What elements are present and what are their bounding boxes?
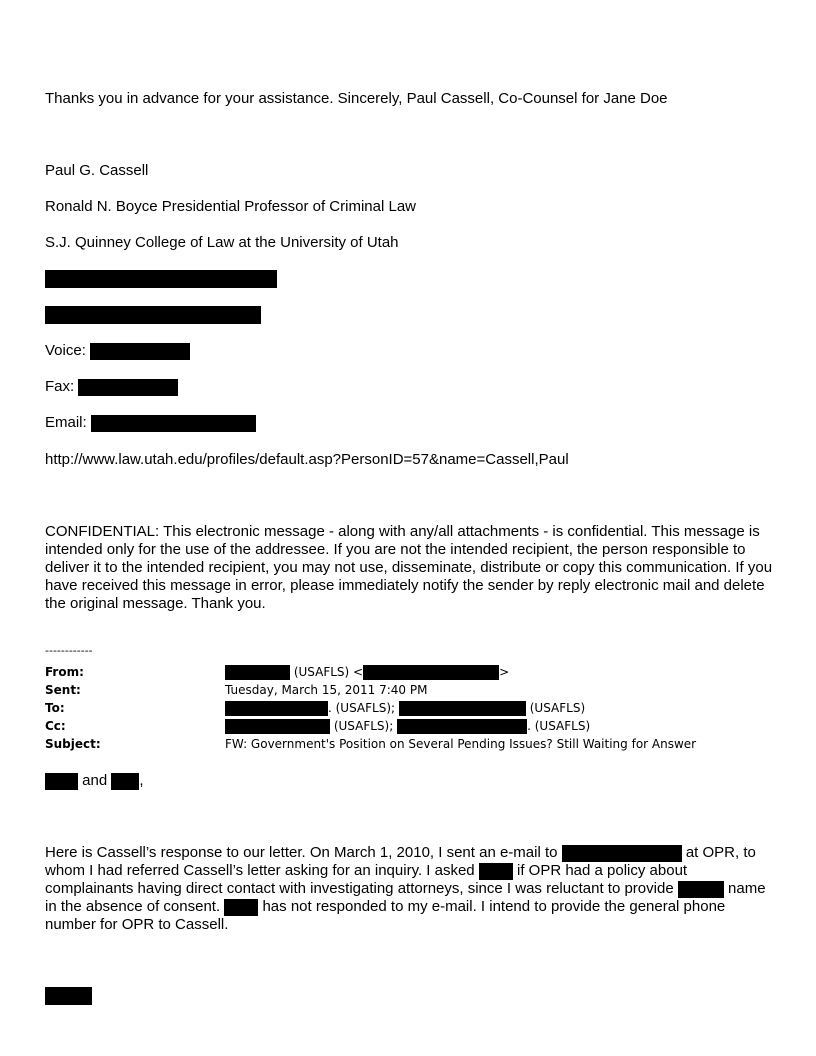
body-text-3: if OPR had a policy about complainants having direct contact with investigating attorneys, since I was reluctant to provide bbox=[45, 862, 688, 897]
redaction-cc-1 bbox=[225, 719, 330, 734]
redaction-to-2 bbox=[399, 701, 526, 716]
sent-value: Tuesday, March 15, 2011 7:40 PM bbox=[225, 683, 428, 697]
to-label: To: bbox=[45, 701, 65, 715]
body-paragraph bbox=[45, 844, 775, 934]
cc-text-2: . (USAFLS) bbox=[527, 719, 591, 733]
closing-line: Thanks you in advance for your assistance. Sincerely, Paul Cassell, Co-Counsel for Jane Doe bbox=[45, 90, 668, 107]
fax-line bbox=[45, 378, 178, 396]
redaction-from-name bbox=[225, 665, 290, 680]
redaction-body-1 bbox=[562, 845, 682, 862]
salutation-comma: , bbox=[139, 772, 144, 789]
header-separator: ------------ bbox=[45, 644, 93, 657]
voice-label: Voice: bbox=[45, 342, 86, 359]
cc-label: Cc: bbox=[45, 719, 66, 733]
body-text-5: has not responded to my e-mail. I intend to provide the general phone number for OPR to Cassell. bbox=[45, 898, 726, 933]
redaction-salutation-1 bbox=[45, 773, 78, 790]
redaction-fax bbox=[78, 379, 178, 396]
redaction-voice bbox=[90, 343, 190, 360]
sent-label: Sent: bbox=[45, 683, 81, 697]
body-text-4: name in the absence of consent. bbox=[45, 880, 766, 915]
body-text-1: Here is Cassell’s response to our letter. On March 1, 2010, I sent an e-mail to bbox=[45, 844, 558, 861]
email-label: Email: bbox=[45, 414, 87, 431]
from-text-end: > bbox=[499, 665, 510, 679]
signature-name: Paul G. Cassell bbox=[45, 162, 149, 179]
email-line bbox=[45, 414, 256, 432]
cc-value bbox=[225, 717, 590, 735]
from-label: From: bbox=[45, 665, 84, 679]
redaction-address-1 bbox=[45, 270, 277, 288]
redaction-body-3 bbox=[678, 881, 724, 898]
redaction-from-email bbox=[363, 665, 499, 680]
signature-institution: S.J. Quinney College of Law at the University of Utah bbox=[45, 234, 399, 251]
salutation-and: and bbox=[82, 772, 108, 789]
salutation bbox=[45, 772, 144, 790]
redaction-body-2 bbox=[479, 863, 513, 880]
profile-url: http://www.law.utah.edu/profiles/default.asp?PersonID=57&name=Cassell,Paul bbox=[45, 451, 569, 468]
from-value bbox=[225, 663, 509, 681]
redaction-to-1 bbox=[225, 701, 328, 716]
confidentiality-notice: CONFIDENTIAL: This electronic message - along with any/all attachments - is confidential. This message is intended only for the use of the addressee. If you are not the intended recipient, the person responsible to deliver it to the intended recipient, you may not use, disseminate, distribute or copy this communication. If you have received this message in error, please immediately notify the sender by reply electronic mail and delete the original message. Thank you. bbox=[45, 523, 773, 612]
to-text-2: (USAFLS) bbox=[529, 701, 586, 715]
subject-value: FW: Government's Position on Several Pending Issues? Still Waiting for Answer bbox=[225, 737, 697, 751]
redaction-salutation-2 bbox=[111, 773, 139, 790]
redaction-address-2 bbox=[45, 306, 261, 324]
signature-title: Ronald N. Boyce Presidential Professor of Criminal Law bbox=[45, 198, 416, 215]
subject-label: Subject: bbox=[45, 737, 101, 751]
to-value bbox=[225, 699, 585, 717]
redaction-email bbox=[91, 415, 256, 432]
redaction-signoff bbox=[45, 987, 92, 1005]
redaction-body-4 bbox=[224, 899, 258, 916]
voice-line bbox=[45, 342, 190, 360]
from-text: (USAFLS) < bbox=[293, 665, 364, 679]
redaction-cc-2 bbox=[397, 719, 527, 734]
fax-label: Fax: bbox=[45, 378, 75, 395]
to-text-1: . (USAFLS); bbox=[328, 701, 396, 715]
cc-text-1: (USAFLS); bbox=[333, 719, 394, 733]
body-text-2: at OPR, to whom I had referred Cassell’s letter asking for an inquiry. I asked bbox=[45, 844, 756, 879]
